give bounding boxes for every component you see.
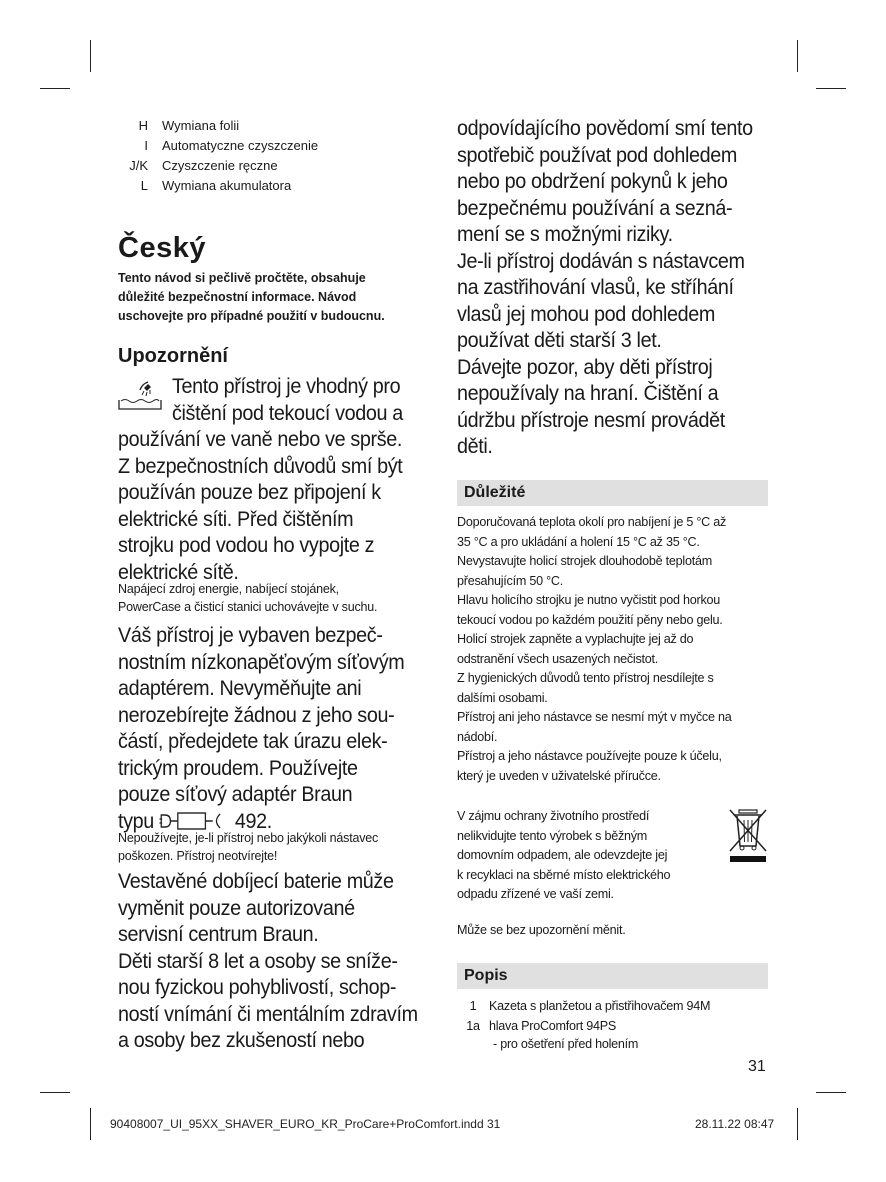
footer-date: 28.11.22 08:47	[695, 1117, 775, 1131]
safety-paragraph-2: Váš přístroj je vybaven bezpeč- nostním nízkonapěťovým síťovým adaptérem. Nevyměňujte ani nerozebírejte žádnou z jeho sou- částí, předejdete tak úrazu elek- trickým proudem. Používejte pouze síťový adaptér Braun typu 492.	[118, 622, 449, 834]
toc-item: L Wymiana akumulatora	[140, 178, 292, 193]
shower-basin-icon	[117, 376, 163, 412]
list-item: 1 Kazeta s planžetou a přistřihovačem 94M	[469, 999, 711, 1013]
toc-item: I Automatyczne czyszczenie	[144, 138, 319, 153]
safety-paragraph-1: používání ve vaně nebo ve sprše. Z bezpečnostních důvodů smí být používán pouze bez připojení k elektrické síti. Před čištěním strojku pod vodou ho vypojte z elektrické sítě.	[118, 427, 403, 584]
crop-mark	[816, 1092, 846, 1093]
storage-note: Napájecí zdroj energie, nabíjecí stojánek, PowerCase a čisticí stanici uchovávejte v suchu.	[118, 582, 378, 614]
environment-text: V zájmu ochrany životního prostředí nelikvidujte tento výrobek s běžným domovním odpadem, ale odevzdejte jej k recyklaci na sběrné místo elektrického odpadu zřízené ve vaší zemi.	[457, 809, 671, 901]
toc-list	[118, 116, 418, 196]
footer-filename: 90408007_UI_95XX_SHAVER_EURO_KR_ProCare+ProComfort.indd 31	[110, 1117, 501, 1131]
damage-note: Nepoužívejte, je-li přístroj nebo jakýkoli nástavec poškozen. Přístroj neotvírejte!	[118, 831, 379, 863]
crop-mark	[40, 1092, 70, 1093]
warning-first-lines: Tento přístroj je vhodný pro čištění pod tekoucí vodou a	[172, 374, 403, 425]
safety-paragraph-3: Vestavěné dobíjecí baterie může vyměnit pouze autorizované servisní centrum Braun. Děti starší 8 let a osoby se sníže- nou fyzickou pohyblivostí, schop- ností vnímání či mentálním zdravím a osoby bez zkušeností nebo	[118, 869, 418, 1052]
crop-mark	[797, 1108, 798, 1140]
power-adapter-icon	[159, 811, 231, 831]
crop-mark	[40, 88, 70, 89]
crop-mark	[816, 88, 846, 89]
section-title: Český	[118, 232, 206, 264]
important-heading: Důležité	[457, 480, 768, 506]
crop-mark	[90, 40, 91, 72]
crossed-bin-icon	[726, 806, 770, 866]
children-paragraph: odpovídajícího povědomí smí tento spotřebič používat pod dohledem nebo po obdržení pokynů k jeho bezpečnému používání a sezná- mení se s možnými riziky. Je-li přístroj dodáván s nástavcem na zastřihování vlasů, ke stříhání vlasů jej mohou pod dohledem používat děti starší 3 let. Dávejte pozor, aby děti přístroj nepoužívaly na hraní. Čištění a údržbu přístroje nesmí provádět děti.	[457, 116, 753, 458]
change-notice: Může se bez upozornění měnit.	[457, 923, 626, 937]
list-item: 1a hlava ProComfort 94PS	[466, 1018, 617, 1033]
page-number: 31	[748, 1058, 766, 1075]
popis-list	[457, 997, 777, 1053]
crop-mark	[797, 40, 798, 72]
adapter-type-line: typu 492.	[118, 808, 272, 833]
warning-heading: Upozornění	[118, 345, 228, 367]
crop-mark	[90, 1108, 91, 1140]
list-item-sub: - pro ošetření před holením	[493, 1037, 639, 1051]
popis-heading: Popis	[457, 963, 768, 989]
intro-text: Tento návod si pečlivě pročtěte, obsahuje důležité bezpečnostní informace. Návod uschovejte pro případné použití v budoucnu.	[118, 271, 385, 323]
important-text: Doporučovaná teplota okolí pro nabíjení je 5 °C až 35 °C a pro ukládání a holení 15 °C až 35 °C. Nevystavujte holicí strojek dlouhodobě teplotám přesahujícím 50 °C. Hlavu holicího strojku je nutno vyčistit pod horkou tekoucí vodou po každém použití pěny nebo gelu. Holicí strojek zapněte a vyplachujte jej až do odstranění všech usazených nečistot. Z hygienických důvodů tento přístroj nesdílejte s dalšími osobami. Přístroj ani jeho nástavce se nesmí mýt v myčce na nádobí. Přístroj a jeho nástavce používejte pouze k účelu, který je uveden v uživatelské příručce.	[457, 515, 732, 783]
toc-item: J/K Czyszczenie ręczne	[129, 158, 278, 173]
toc-item: H Wymiana folii	[138, 118, 240, 133]
